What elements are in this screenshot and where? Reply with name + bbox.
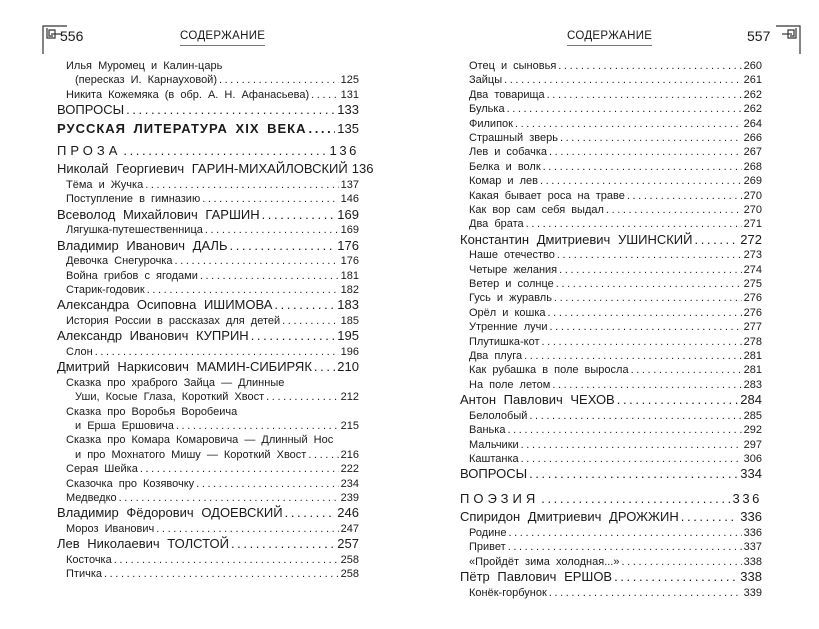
dot-leader <box>529 409 741 423</box>
entry-title: Антон Павлович ЧЕХОВ <box>460 392 615 408</box>
spacer <box>460 481 762 488</box>
dot-leader <box>285 505 336 522</box>
dot-leader <box>126 102 335 117</box>
toc-author-entry[interactable] <box>57 238 359 255</box>
dot-leader <box>614 569 738 586</box>
entry-title-continued: Уши, Косые Глаза, Короткий Хвост <box>75 391 265 404</box>
entry-page-number: 169 <box>337 206 359 222</box>
entry-title: Наше отечество <box>469 249 555 262</box>
toc-entry[interactable] <box>460 277 762 291</box>
entry-title: Тёма и Жучка <box>66 178 144 191</box>
entry-page-number: 336 <box>743 526 762 539</box>
entry-title: Привет <box>469 541 506 554</box>
entry-title: Сказка про Воробья Воробеича <box>66 405 238 418</box>
entry-title: Николай Георгиевич ГАРИН-МИХАЙЛОВСКИЙ <box>57 161 348 177</box>
entry-title: Как рубашка в поле выросла <box>469 364 629 377</box>
entry-title: Какая бывает роса на траве <box>469 189 625 202</box>
dot-leader <box>681 509 739 526</box>
toc-entry[interactable] <box>57 345 359 359</box>
entry-page-number: 262 <box>743 88 762 101</box>
entry-title: Каштанка <box>469 452 519 465</box>
toc-entry[interactable] <box>57 491 359 505</box>
entry-title: Всеволод Михайлович ГАРШИН <box>57 206 260 222</box>
dot-leader <box>95 345 339 359</box>
toc-entry[interactable] <box>460 409 762 423</box>
toc-questions-entry[interactable] <box>57 102 359 117</box>
entry-title: Белка и волк <box>469 160 541 173</box>
toc-entry[interactable] <box>57 192 359 206</box>
dot-leader <box>515 117 742 131</box>
entry-title: История России в рассказах для детей <box>66 314 281 327</box>
entry-page-number: 258 <box>340 553 359 566</box>
entry-title: Булька <box>469 103 505 116</box>
entry-page-number: 285 <box>743 409 762 422</box>
entry-title: «Пройдёт зима холодная...» <box>469 555 620 568</box>
entry-title: Старик-годовик <box>66 283 145 296</box>
dot-leader <box>549 586 742 600</box>
toc-entry[interactable] <box>460 378 762 392</box>
entry-page-number: 336 <box>732 491 762 507</box>
entry-title: Два плуга <box>469 350 523 362</box>
entry-title: Гусь и журавль <box>469 292 552 305</box>
entry-title-continued: и про Мохнатого Мишу — Короткий Хвост <box>75 448 307 461</box>
entry-title: Поступление в гимназию <box>66 193 201 206</box>
entry-title: Илья Муромец и Калин-царь <box>66 59 223 72</box>
page-number: 556 <box>60 28 84 44</box>
entry-title: ВОПРОСЫ <box>57 102 125 118</box>
entry-page-number: 176 <box>340 255 359 268</box>
dot-leader <box>606 203 742 217</box>
entry-title: Лягушка-путешественница <box>66 224 203 237</box>
entry-title: Владимир Фёдорович ОДОЕВСКИЙ <box>57 505 283 521</box>
entry-title: ВОПРОСЫ <box>460 466 528 482</box>
toc-entry[interactable] <box>460 73 762 87</box>
toc-entry[interactable] <box>460 88 762 102</box>
entry-page-number: 260 <box>743 59 762 72</box>
dot-leader <box>557 248 742 262</box>
entry-page-number: 273 <box>743 249 762 262</box>
corner-ornament-icon <box>774 24 802 54</box>
toc-entry[interactable] <box>57 390 359 404</box>
entry-title: Сказка про храброго Зайца — Длинные <box>66 376 285 389</box>
entry-title: Как вор сам себя выдал <box>469 203 604 216</box>
dot-leader <box>104 567 339 581</box>
entry-title: Конёк-горбунок <box>469 586 547 599</box>
toc-entry[interactable] <box>57 419 359 433</box>
dot-leader <box>123 140 327 161</box>
entry-page-number: 297 <box>743 438 762 451</box>
right-page <box>410 0 819 629</box>
dot-leader <box>230 238 336 255</box>
entry-page-number: 125 <box>340 74 359 87</box>
dot-leader <box>314 359 335 376</box>
toc-entry[interactable] <box>57 254 359 268</box>
toc-genre-heading[interactable] <box>57 140 359 161</box>
entry-page-number: 281 <box>743 364 762 377</box>
page-header-title: СОДЕРЖАНИЕ <box>567 30 652 46</box>
toc-entry[interactable] <box>460 335 762 349</box>
entry-page-number: 337 <box>743 541 762 554</box>
dot-leader <box>251 328 336 345</box>
entry-page-number: 336 <box>740 509 762 525</box>
dot-leader <box>196 477 338 491</box>
dot-leader <box>266 390 339 404</box>
entry-page-number: 182 <box>340 283 359 296</box>
dot-leader <box>521 452 742 466</box>
entry-page-number: 212 <box>340 391 359 404</box>
dot-leader <box>156 522 338 536</box>
entry-page-number: 133 <box>337 102 359 118</box>
entry-title: Сказка про Комара Комаровича — Длинный Нос <box>66 434 334 447</box>
entry-page-number: 292 <box>743 424 762 437</box>
entry-page-number: 283 <box>743 378 762 391</box>
dot-leader <box>559 263 741 277</box>
toc-entry[interactable] <box>57 314 359 328</box>
toc-entry[interactable] <box>460 586 762 600</box>
entry-page-number: 176 <box>337 237 359 253</box>
entry-title: Девочка Снегурочка <box>66 255 173 268</box>
toc-entry[interactable] <box>460 263 762 277</box>
entry-title: Лев Николаевич ТОЛСТОЙ <box>57 536 229 552</box>
toc-entry[interactable] <box>460 363 762 377</box>
dot-leader <box>621 555 741 569</box>
entry-page-number: 234 <box>340 477 359 490</box>
entry-page-number: 264 <box>743 117 762 130</box>
dot-leader <box>205 223 339 237</box>
entry-page-number: 272 <box>740 231 762 247</box>
entry-page-number: 131 <box>340 88 359 101</box>
dot-leader <box>542 335 742 349</box>
entry-title: Никита Кожемяка (в обр. А. Н. Афанасьева) <box>66 88 310 101</box>
entry-page-number: 281 <box>743 350 762 362</box>
dot-leader <box>507 423 741 437</box>
toc-entry[interactable] <box>460 291 762 305</box>
entry-title: ПОЭЗИЯ <box>460 491 540 507</box>
dot-leader <box>695 232 739 249</box>
dot-leader <box>311 88 338 102</box>
toc-entry[interactable] <box>460 203 762 217</box>
entry-page-number: 183 <box>337 297 359 313</box>
entry-page-number: 195 <box>337 328 359 344</box>
dot-leader <box>282 314 339 328</box>
page-number: 557 <box>747 28 771 44</box>
entry-page-number: 267 <box>743 146 762 159</box>
toc-list <box>57 59 374 582</box>
entry-title: Ванька <box>469 424 506 437</box>
toc-author-entry[interactable] <box>460 569 762 586</box>
toc-author-entry[interactable] <box>57 207 359 224</box>
dot-leader <box>504 73 742 87</box>
toc-entry[interactable] <box>57 283 359 297</box>
dot-leader <box>552 378 741 392</box>
entry-page-number: 270 <box>743 203 762 216</box>
toc-author-entry[interactable] <box>460 232 762 249</box>
toc-author-entry[interactable] <box>57 161 374 178</box>
entry-page-number: 274 <box>743 263 762 276</box>
entry-page-number: 257 <box>337 536 359 552</box>
entry-title: Владимир Иванович ДАЛЬ <box>57 237 228 253</box>
dot-leader <box>508 540 742 554</box>
dot-leader <box>617 392 739 409</box>
entry-title: Ветер и солнце <box>469 278 554 291</box>
entry-page-number: 146 <box>340 193 359 206</box>
entry-title: Александр Иванович КУПРИН <box>57 328 249 344</box>
toc-author-entry[interactable] <box>57 505 359 522</box>
dot-leader <box>509 526 742 540</box>
dot-leader <box>524 349 742 363</box>
toc-entry[interactable] <box>57 522 359 536</box>
toc-genre-heading[interactable] <box>460 488 762 509</box>
entry-page-number: 246 <box>337 505 359 521</box>
entry-title: Зайцы <box>469 74 503 87</box>
entry-title: Серая Шейка <box>66 463 138 476</box>
dot-leader <box>200 269 339 283</box>
entry-title: Слон <box>66 345 93 358</box>
entry-page-number: 262 <box>743 103 762 116</box>
toc-entry[interactable] <box>460 59 762 73</box>
entry-title: Пётр Павлович ЕРШОВ <box>460 569 613 585</box>
entry-page-number: 284 <box>740 392 762 408</box>
entry-page-number: 137 <box>340 178 359 191</box>
entry-page-number: 169 <box>340 224 359 237</box>
entry-page-number: 269 <box>743 175 762 188</box>
dot-leader <box>219 73 339 87</box>
toc-entry[interactable] <box>57 477 359 491</box>
entry-page-number: 338 <box>743 555 762 568</box>
entry-title: Утренние лучи <box>469 321 548 334</box>
toc-section-heading[interactable] <box>57 117 359 140</box>
toc-entry[interactable] <box>57 567 359 581</box>
dot-leader <box>558 59 741 73</box>
entry-page-number: 339 <box>743 586 762 599</box>
toc-entry-line <box>57 376 359 390</box>
dot-leader <box>550 320 742 334</box>
entry-page-number: 270 <box>743 189 762 202</box>
entry-title: Комар и лев <box>469 175 538 188</box>
entry-title: Плутишка-кот <box>469 335 540 348</box>
toc-entry[interactable] <box>460 555 762 569</box>
dot-leader <box>145 178 338 192</box>
toc-entry[interactable] <box>57 448 359 462</box>
entry-page-number: 306 <box>743 452 762 465</box>
dot-leader <box>548 306 742 320</box>
entry-page-number: 185 <box>340 314 359 327</box>
dot-leader <box>274 297 335 314</box>
entry-title: Косточка <box>66 553 112 566</box>
dot-leader <box>560 131 742 145</box>
entry-page-number: 181 <box>340 269 359 282</box>
dot-leader <box>541 488 730 509</box>
dot-leader <box>262 207 336 224</box>
page-header-title: СОДЕРЖАНИЕ <box>180 30 265 46</box>
entry-title: Два брата <box>469 218 524 231</box>
entry-page-number: 135 <box>337 121 359 137</box>
entry-page-number: 216 <box>340 448 359 461</box>
entry-title: Медведко <box>66 491 117 504</box>
dot-leader <box>556 277 742 291</box>
entry-page-number: 239 <box>340 491 359 504</box>
entry-title: Мороз Иванович <box>66 522 155 535</box>
entry-title: Родине <box>469 526 507 539</box>
entry-page-number: 276 <box>743 306 762 319</box>
toc-entry-line <box>57 433 359 447</box>
entry-page-number: 247 <box>340 522 359 535</box>
toc-entry[interactable] <box>57 73 359 87</box>
toc-author-entry[interactable] <box>460 509 762 526</box>
entry-title: Филипок <box>469 117 513 130</box>
entry-title: ПРОЗА <box>57 143 122 159</box>
entry-page-number: 277 <box>743 321 762 334</box>
entry-page-number: 136 <box>329 143 359 159</box>
toc-author-entry[interactable] <box>57 328 359 345</box>
toc-entry[interactable] <box>460 160 762 174</box>
toc-entry[interactable] <box>57 269 359 283</box>
toc-entry[interactable] <box>460 526 762 540</box>
toc-entry-line <box>57 405 359 419</box>
dot-leader <box>540 174 742 188</box>
dot-leader <box>114 553 339 567</box>
toc-entry[interactable] <box>460 423 762 437</box>
dot-leader <box>543 160 742 174</box>
entry-title: Лев и собачка <box>469 146 548 159</box>
entry-title: Страшный зверь <box>469 131 558 144</box>
toc-entry[interactable] <box>460 320 762 334</box>
entry-page-number: 258 <box>340 568 359 581</box>
dot-leader <box>547 88 742 102</box>
entry-title: Белолобый <box>469 409 528 422</box>
toc-entry[interactable] <box>460 217 762 231</box>
entry-page-number: 136 <box>351 161 374 177</box>
toc-entry-line <box>57 59 359 73</box>
dot-leader <box>309 117 336 140</box>
entry-page-number: 275 <box>743 278 762 291</box>
toc-list <box>460 59 762 600</box>
toc-entry[interactable] <box>57 178 359 192</box>
toc-entry[interactable] <box>460 117 762 131</box>
toc-entry[interactable] <box>460 189 762 203</box>
entry-title: Отец и сыновья <box>469 59 557 72</box>
entry-page-number: 261 <box>743 74 762 87</box>
entry-page-number: 268 <box>743 160 762 173</box>
toc-questions-entry[interactable] <box>460 466 762 481</box>
toc-entry[interactable] <box>460 102 762 116</box>
entry-title: Спиридон Дмитриевич ДРОЖЖИН <box>460 509 679 525</box>
entry-page-number: 338 <box>740 569 762 585</box>
entry-page-number: 196 <box>340 345 359 358</box>
entry-title: Мальчики <box>469 438 519 451</box>
entry-title: Дмитрий Наркисович МАМИН-СИБИРЯК <box>57 359 312 375</box>
toc-entry[interactable] <box>57 223 359 237</box>
entry-title: Война грибов с ягодами <box>66 269 198 282</box>
entry-page-number: 276 <box>743 292 762 305</box>
dot-leader <box>631 363 742 377</box>
toc-entry[interactable] <box>460 540 762 554</box>
dot-leader <box>554 291 742 305</box>
entry-page-number: 266 <box>743 131 762 144</box>
dot-leader <box>175 254 339 268</box>
toc-author-entry[interactable] <box>460 392 762 409</box>
entry-title: Александра Осиповна ИШИМОВА <box>57 297 273 313</box>
entry-title-continued: и Ерша Ершовича <box>75 420 174 433</box>
toc-author-entry[interactable] <box>57 297 359 314</box>
dot-leader <box>521 438 742 452</box>
dot-leader <box>140 462 339 476</box>
dot-leader <box>231 536 335 553</box>
dot-leader <box>308 448 338 462</box>
entry-page-number: 278 <box>743 335 762 348</box>
entry-title: Орёл и кошка <box>469 306 546 319</box>
toc-entry[interactable] <box>460 438 762 452</box>
toc-author-entry[interactable] <box>57 359 359 376</box>
dot-leader <box>526 217 742 231</box>
toc-entry[interactable] <box>460 349 762 363</box>
toc-entry[interactable] <box>57 462 359 476</box>
dot-leader <box>202 192 338 206</box>
dot-leader <box>119 491 339 505</box>
entry-title: Константин Дмитриевич УШИНСКИЙ <box>460 231 693 247</box>
toc-author-entry[interactable] <box>57 536 359 553</box>
toc-entry[interactable] <box>460 145 762 159</box>
toc-entry[interactable] <box>460 131 762 145</box>
entry-title: РУССКАЯ ЛИТЕРАТУРА XIX ВЕКА <box>57 121 307 137</box>
dot-leader <box>176 419 339 433</box>
entry-title: Два товарища <box>469 88 545 101</box>
entry-page-number: 271 <box>743 218 762 231</box>
toc-entry[interactable] <box>57 553 359 567</box>
dot-leader <box>549 145 742 159</box>
entry-title: Четыре желания <box>469 263 558 276</box>
entry-title: На поле летом <box>469 378 551 391</box>
toc-entry[interactable] <box>460 452 762 466</box>
toc-entry[interactable] <box>460 248 762 262</box>
toc-entry[interactable] <box>460 174 762 188</box>
toc-entry[interactable] <box>460 306 762 320</box>
entry-title-continued: (пересказ И. Карнауховой) <box>75 74 217 87</box>
dot-leader <box>627 189 742 203</box>
dot-leader <box>507 102 742 116</box>
entry-title: Сказочка про Козявочку <box>66 477 195 490</box>
entry-title: Птичка <box>66 568 102 581</box>
dot-leader <box>147 283 339 297</box>
entry-page-number: 210 <box>337 359 359 375</box>
entry-page-number: 222 <box>340 463 359 476</box>
dot-leader <box>529 466 738 481</box>
entry-page-number: 334 <box>740 466 762 482</box>
entry-page-number: 215 <box>340 420 359 433</box>
toc-entry[interactable] <box>57 88 359 102</box>
